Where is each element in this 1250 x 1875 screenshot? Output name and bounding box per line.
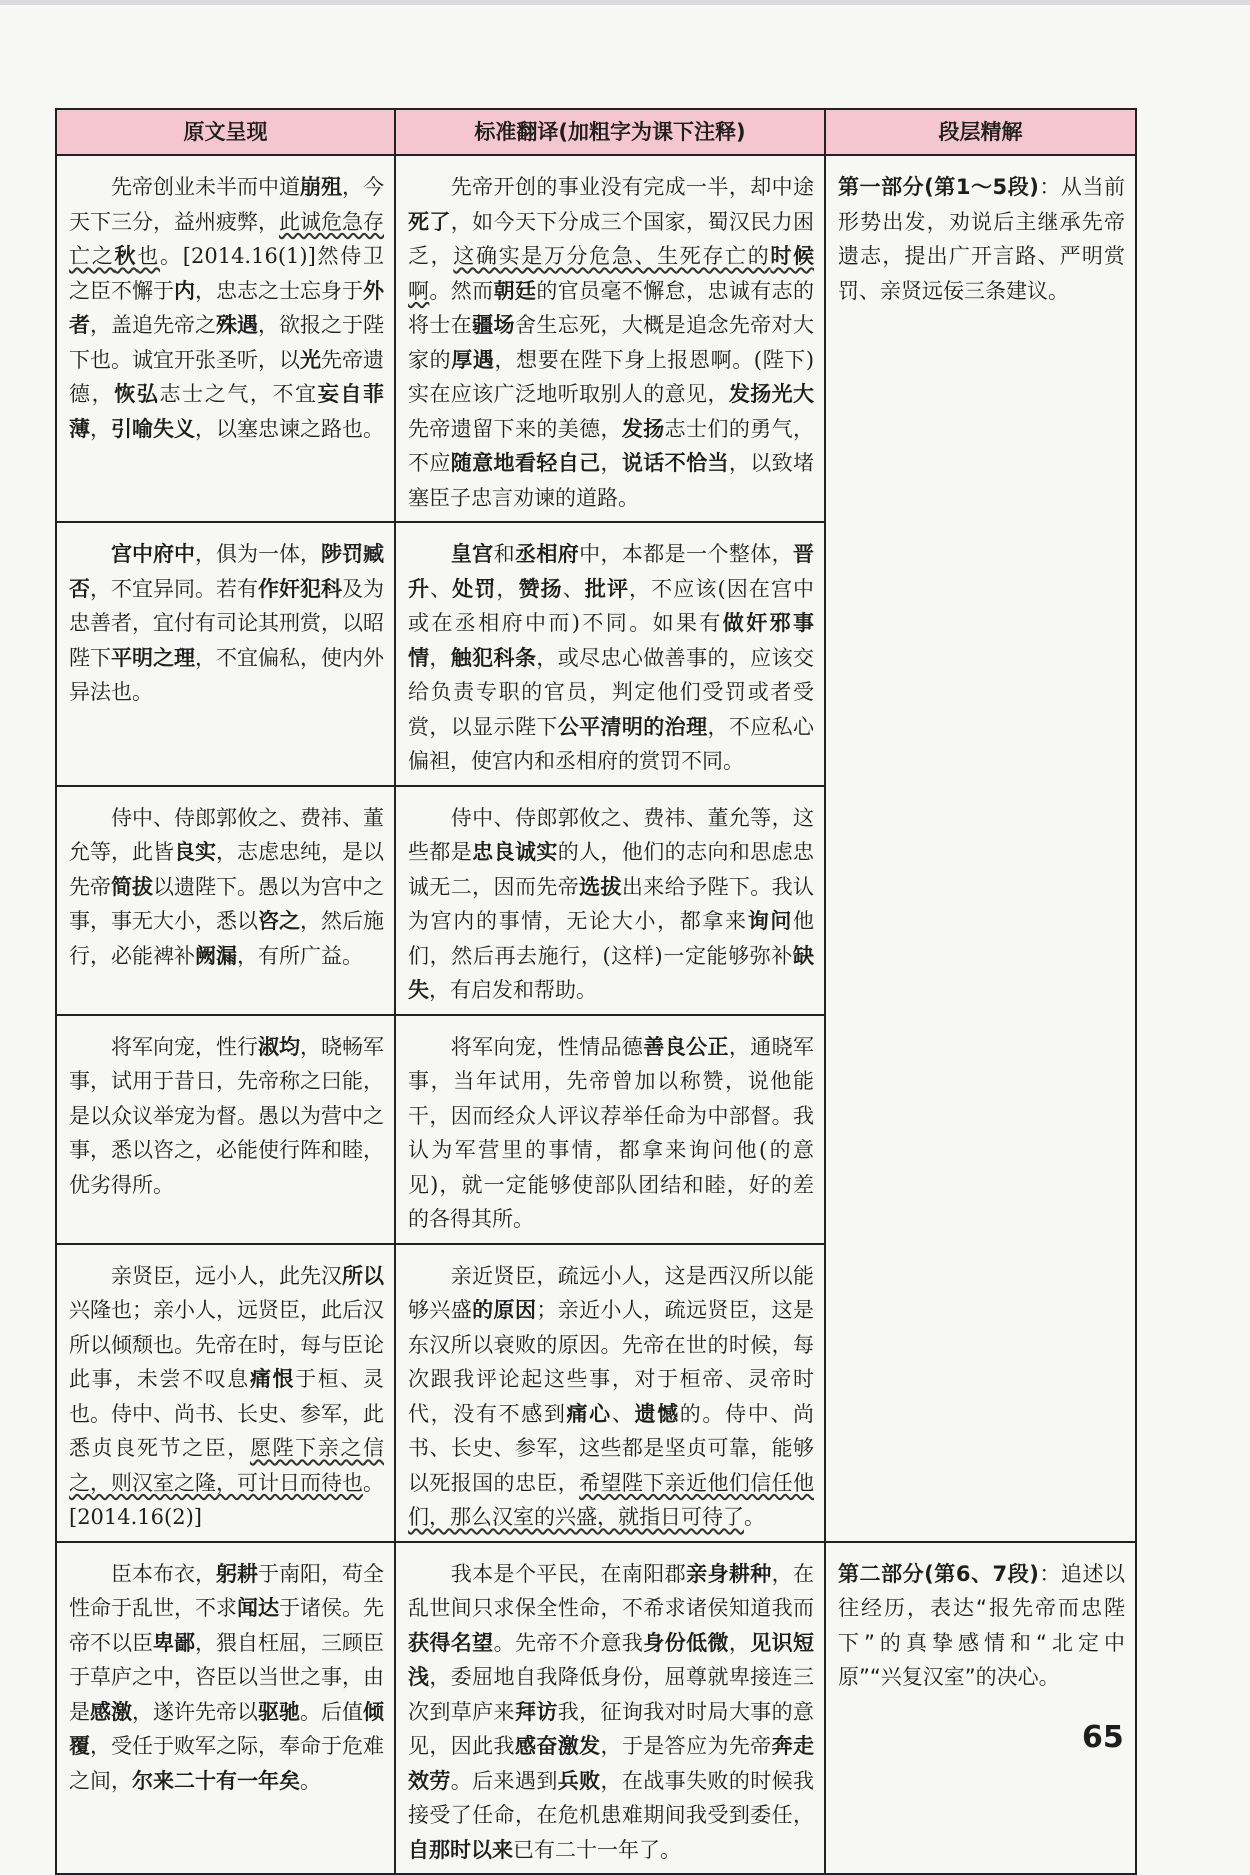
text-span: ，志虑忠纯，是以先帝	[69, 840, 384, 899]
bold-term: 厚遇	[451, 347, 495, 372]
text-span: 先帝遗留下来的美德，	[408, 416, 622, 441]
bold-term: 拜访	[514, 1699, 558, 1724]
bold-term: 晋升	[408, 542, 815, 601]
table-header-row	[56, 109, 1136, 155]
original-text	[56, 1244, 395, 1542]
text-span: ，不应该(因在宫中或在丞相府中而)不同。如果有	[408, 576, 815, 635]
bold-term: 感激	[90, 1699, 132, 1724]
text-span: 先帝开创的事业没有完成一半，却中途	[408, 175, 814, 199]
bold-term: 遗憾	[634, 1401, 680, 1426]
text-span: ：追述以往经历，表达“报先帝而忠陛下”的真挚感情和“北定中原”“兴复汉室”的决心。	[838, 1561, 1126, 1689]
text-span: ，	[90, 416, 111, 441]
text-span: 于桓、灵也。侍中、尚书、长史、参军，此悉贞良死节之臣，	[69, 1367, 385, 1460]
text-span: 将军向宠，性行	[69, 1034, 258, 1059]
text-span: ，在战事失败的时候我接受了任命，在危机患难期间我受到委任，	[408, 1768, 815, 1827]
text-span: ，盖追先帝之	[90, 313, 216, 337]
underlined-text: 这确实是万分危急、生死存亡的	[453, 244, 771, 268]
bold-term: 咨之	[258, 909, 300, 933]
text-span: ，遂许先帝以	[132, 1699, 258, 1724]
text-span: ，于是答应为先帝	[600, 1734, 772, 1758]
bold-term: 良实	[174, 840, 216, 864]
bold-term: 发扬光大	[728, 382, 815, 406]
bold-term: 奔走效劳	[408, 1734, 815, 1793]
bold-term: 恢弘	[114, 382, 160, 406]
text-span: ，以塞忠谏之路也。	[195, 416, 384, 441]
bold-term: 第二部分(第6、7段)	[838, 1561, 1039, 1586]
bold-term: 闻达	[237, 1596, 279, 1620]
text-span: 的。侍中、尚书、长史、参军，这些都是坚贞可靠，能够以死报国的忠臣，	[408, 1401, 815, 1495]
text-span: ，在乱世间只求保全性命，不希求诸侯知道我而	[408, 1561, 815, 1620]
text-span: 的人，他们的志向和思虑忠诚无二，因而先帝	[408, 840, 815, 899]
translation-text	[395, 155, 825, 522]
bold-term: 卑鄙	[153, 1630, 195, 1655]
table-row	[56, 155, 1136, 522]
text-span: ，不宜偏私，使内外异法也。	[69, 645, 384, 704]
header-translation: 标准翻译(加粗字为课下注释)	[395, 109, 825, 155]
text-span: 中，本都是一个整体，	[579, 542, 794, 566]
bold-term: 光	[300, 347, 321, 372]
text-span: 志士之气，不宜	[159, 382, 318, 406]
bold-term: 平明之理	[111, 645, 195, 670]
bold-term: 做奸邪事情	[408, 611, 814, 670]
text-span: 。后来遇到	[450, 1768, 558, 1793]
analysis-part-one	[825, 155, 1136, 1542]
original-text	[56, 1015, 395, 1244]
bold-term: 兵败	[557, 1768, 601, 1793]
bold-term: 躬耕	[216, 1561, 258, 1586]
bold-term: 痛心	[566, 1401, 612, 1426]
text-span: 和	[493, 542, 515, 566]
original-text	[56, 1542, 395, 1875]
bold-term: 第一部分(第1～5段)	[838, 175, 1039, 199]
original-text	[56, 522, 395, 786]
text-span: 、	[562, 576, 585, 601]
text-span: 及为忠善者，宜付有司论其刑赏，以昭陛下	[69, 576, 384, 670]
bold-term: 痛恨	[249, 1367, 296, 1391]
text-span	[408, 542, 451, 566]
bold-term: 选拔	[579, 874, 622, 899]
text-span: ，通晓军事，当年试用，先帝曾加以称赞，说他能干，因而经众人评议荐举任命为中部督。我认为军营里的事情，都拿来询问他(的意见)，就一定能够使部队团结和睦，好的差的各得其所。	[408, 1034, 815, 1231]
text-span: 。[2014.16(2)]	[69, 1470, 384, 1529]
bold-term: 简拔	[111, 874, 153, 899]
text-span: ，有所广益。	[237, 943, 363, 968]
text-span: 。后值	[300, 1699, 363, 1724]
text-span: ，俱为一体，	[195, 542, 321, 566]
header-original: 原文呈现	[56, 109, 395, 155]
bold-term: 死了	[408, 209, 451, 234]
text-span: 。先帝不介意我	[493, 1630, 644, 1655]
translation-text	[395, 786, 825, 1015]
bold-term: 妄自菲薄	[69, 382, 385, 441]
bold-term: 作奸犯科	[258, 576, 342, 601]
text-span: 舍生忘死，大概是追念先帝对大家的	[408, 313, 815, 372]
text-span: 志士们的勇气，不应	[408, 416, 815, 475]
bold-term: 倾覆	[69, 1699, 384, 1758]
bold-term: 阙漏	[195, 943, 237, 968]
bold-term: 崩殂	[300, 175, 342, 199]
underlined-text: 啊	[408, 278, 430, 303]
bold-term: 引喻失义	[111, 416, 195, 441]
text-span: 兴隆也；亲小人，远贤臣，此后汉所以倾颓也。先帝在时，每与臣论此事，未尝不叹息	[69, 1298, 384, 1391]
bold-term: 感奋激发	[514, 1734, 601, 1758]
bold-term: 发扬	[621, 416, 665, 441]
underlined-text: 也	[137, 244, 161, 268]
text-span: 侍中、侍郎郭攸之、费祎、董允等，这些都是	[408, 805, 814, 864]
bold-term: 身份低微	[643, 1630, 729, 1655]
text-span: ，不应私心偏袒，使宫内和丞相府的赏罚不同。	[408, 714, 815, 773]
text-span: 的官员毫不懈怠，忠诚有志的将士在	[408, 278, 815, 337]
text-span	[69, 542, 111, 566]
text-span: ，有启发和帮助。	[429, 978, 597, 1002]
translation-text	[395, 1542, 825, 1875]
bold-term: 尔来二十有一年矣	[132, 1768, 300, 1793]
text-span: ，然后施行，必能裨补	[69, 909, 384, 968]
bold-term: 善良公正	[643, 1034, 729, 1059]
bold-term: 陟罚臧否	[69, 542, 384, 601]
analysis-part-two	[825, 1542, 1136, 1875]
text-span: 于诸侯。先帝不以臣	[69, 1596, 384, 1655]
original-text	[56, 155, 395, 522]
text-span: ，晓畅军事，试用于昔日，先帝称之曰能，是以众议举宠为督。愚以为营中之事，悉以咨之，必能使行阵和睦，优劣得所。	[69, 1034, 384, 1197]
text-span: ，或尽忠心做善事的，应该交给负责专职的官员，判定他们受罚或者受赏，以显示陛下	[408, 645, 815, 739]
text-span: 亲贤臣，远小人，此先汉	[69, 1263, 342, 1288]
bold-term: 处罚	[452, 576, 497, 601]
text-span: 将军向宠，性情品德	[408, 1034, 644, 1059]
text-span: ：从当前形势出发，劝说后主继承先帝遗志，提出广开言路、严明赏罚、亲贤远佞三条建议。	[838, 175, 1126, 303]
bold-term: 获得名望	[408, 1630, 494, 1655]
text-span: 臣本布衣，	[69, 1561, 216, 1586]
bold-term: 内	[174, 278, 195, 303]
text-span: 先帝遗德，	[69, 347, 384, 406]
text-span: 。[2014.16(1)]然侍卫之臣不懈于	[69, 244, 385, 303]
text-span: ，猥自枉屈，三顾臣于草庐之中，咨臣以当世之事，由是	[69, 1630, 384, 1724]
bold-term: 自那时以来	[408, 1837, 513, 1862]
bold-term: 公平清明的治理	[557, 714, 708, 739]
text-span: 侍中、侍郎郭攸之、费祎、董允等，此皆	[69, 805, 384, 864]
bold-term: 淑均	[258, 1034, 300, 1059]
text-span: 他们，然后再去施行，(这样)一定能够弥补	[408, 909, 815, 968]
bold-term: 殊遇	[216, 313, 258, 337]
bold-term: 触犯科条	[450, 645, 537, 670]
text-span: ，	[496, 576, 519, 601]
bold-term: 疆场	[472, 313, 515, 337]
bold-term: 丞相府	[514, 542, 580, 566]
text-span: 亲近贤臣，疏远小人，这是西汉所以能够兴盛	[408, 1263, 814, 1322]
bold-term: 随意地看轻自己	[450, 451, 601, 475]
underlined-text: 希望陛下亲近他们信任他们，那么汉室的兴盛，就指日可待了	[408, 1470, 815, 1529]
translation-text	[395, 1015, 825, 1244]
bold-term: 赞扬	[518, 576, 563, 601]
text-span: 已有二十一年了。	[513, 1837, 681, 1862]
text-span: 以遗陛下。愚以为宫中之事，事无大小，悉以	[69, 874, 384, 933]
text-span: 出来给予陛下。我认为宫内的事情，无论大小，都拿来	[408, 874, 815, 933]
bold-term: 亲身耕种	[686, 1561, 772, 1586]
underlined-text: 此诚危急存亡之	[69, 209, 384, 268]
text-span: 。然而	[429, 278, 494, 303]
text-span: ，	[600, 451, 622, 475]
bold-term: 询问	[747, 909, 794, 933]
bold-term: 时候	[770, 244, 815, 268]
bold-term: 说话不恰当	[621, 451, 729, 475]
text-span: ；亲近小人，疏远贤臣，这是东汉所以衰败的原因。先帝在世的时候，每次跟我评论起这些事，对于桓帝、灵帝时代，没有不感到	[408, 1298, 815, 1426]
text-span: 我本是个平民，在南阳郡	[408, 1561, 687, 1586]
page-number: 65	[1082, 1720, 1124, 1755]
text-span: ，委屈地自我降低身份，屈尊就卑接连三次到草庐来	[408, 1665, 815, 1724]
text-span: 我，征询我对时局大事的意见，因此我	[408, 1699, 815, 1758]
text-span: 、	[430, 576, 453, 601]
bold-term: 忠良诚实	[472, 840, 558, 864]
text-span: ，今天下三分，益州疲弊，	[69, 175, 384, 234]
translation-text	[395, 1244, 825, 1542]
bold-term: 缺失	[408, 943, 814, 1002]
text-span: ，欲报之于陛下也。诚宜开张圣听，以	[69, 313, 384, 372]
translation-table	[55, 108, 1137, 1875]
translation-text	[395, 522, 825, 786]
bold-term: 所以	[342, 1263, 384, 1288]
text-span: ，忠志之士忘身于	[195, 278, 363, 303]
bold-term: 见识短浅	[408, 1630, 815, 1689]
text-span: 先帝创业未半而中道	[69, 175, 300, 199]
bold-term: 秋	[114, 244, 138, 268]
bold-term: 驱驰	[258, 1699, 300, 1724]
text-span: ，	[429, 645, 451, 670]
text-span: 于南阳，苟全性命于乱世，不求	[69, 1561, 384, 1620]
bold-term: 批评	[584, 576, 630, 601]
bold-term: 的原因	[472, 1298, 537, 1322]
underlined-text: 愿陛下亲之信之，则汉室之隆，可计日而待也	[69, 1436, 385, 1495]
text-span: ，	[728, 1630, 751, 1655]
text-span: ，以致堵塞臣子忠言劝谏的道路。	[408, 451, 815, 510]
top-edge	[0, 0, 1250, 5]
bold-term: 朝廷	[493, 278, 537, 303]
bold-term: 皇宫	[450, 542, 494, 566]
table-row	[56, 1542, 1136, 1875]
text-span: ，受任于败军之际，奉命于危难之间，	[69, 1734, 384, 1793]
original-text	[56, 786, 395, 1015]
text-span: ，如今天下分成三个国家，蜀汉民力困乏，	[408, 209, 815, 268]
text-span: 、	[611, 1401, 635, 1426]
text-span: ，想要在陛下身上报恩啊。(陛下)实在应该广泛地听取别人的意见，	[408, 347, 815, 406]
bold-term: 宫中府中	[111, 542, 195, 566]
text-span: 。	[744, 1505, 765, 1529]
text-span: ，不宜异同。若有	[90, 576, 258, 601]
text-span: 。	[300, 1768, 321, 1793]
bold-term: 外者	[69, 278, 384, 337]
header-analysis: 段层精解	[825, 109, 1136, 155]
